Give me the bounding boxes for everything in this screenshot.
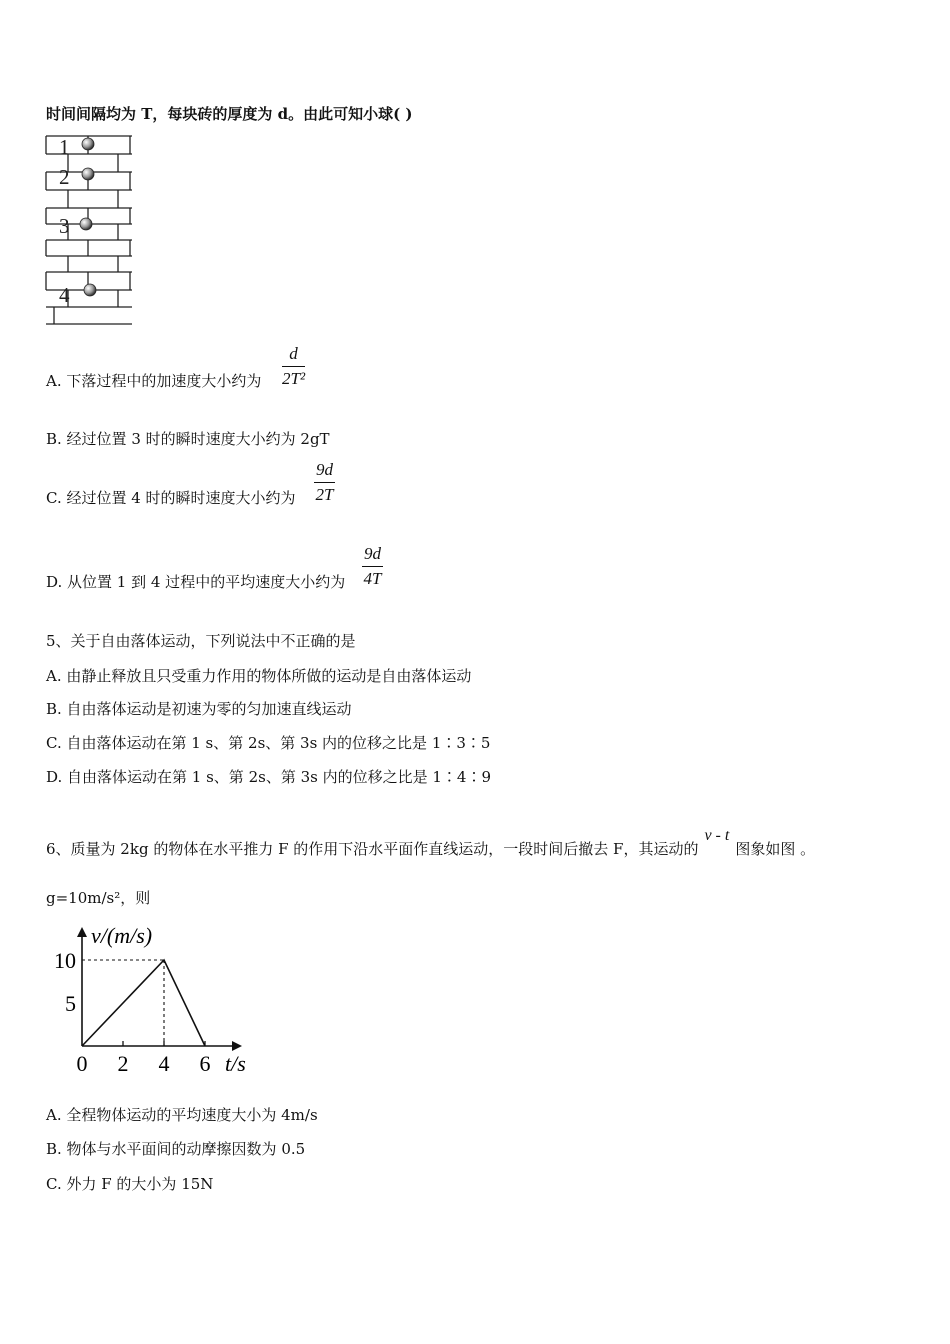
x-axis-label: t/s: [225, 1051, 246, 1076]
ball-3: [80, 218, 92, 230]
q6-stem-vt: v - t: [704, 827, 730, 844]
fraction-denominator: 4T: [363, 569, 382, 588]
ball-1: [82, 138, 94, 150]
q4-option-d: D. 从位置 1 到 4 过程中的平均速度大小约为: [46, 573, 346, 591]
q5-option-b: B. 自由落体运动是初速为零的匀加速直线运动: [46, 700, 352, 718]
q5-option-c: C. 自由落体运动在第 1 s、第 2s、第 3s 内的位移之比是 1∶3∶5: [46, 734, 491, 752]
ball-2: [82, 168, 94, 180]
q4-stem: 时间间隔均为 T，每块砖的厚度为 d。由此可知小球( ): [46, 105, 413, 123]
y-tick-label: 5: [65, 991, 76, 1016]
y-axis-label: v/(m/s): [91, 923, 153, 948]
x-tick-label: 0: [76, 1051, 88, 1076]
x-tick-label: 4: [158, 1051, 170, 1076]
q4-option-b: B. 经过位置 3 时的瞬时速度大小约为 2gT: [46, 430, 330, 448]
q6-stem-post: 图象如图 。: [735, 840, 816, 858]
fraction-numerator: 9d: [364, 544, 381, 563]
position-label-1: 1: [59, 135, 70, 159]
q6-option-b: B. 物体与水平面间的动摩擦因数为 0.5: [46, 1140, 306, 1158]
q4-option-c-fraction: [314, 460, 335, 505]
ball-4: [84, 284, 96, 296]
position-label-3: 3: [59, 214, 70, 238]
q4-option-d-fraction: [362, 544, 383, 589]
position-label-2: 2: [59, 165, 70, 189]
q5-option-a: A. 由静止释放且只受重力作用的物体所做的运动是自由落体运动: [46, 667, 472, 685]
brick-wall-figure: [44, 132, 136, 328]
vt-chart: [44, 920, 259, 1080]
q5-stem: 5、关于自由落体运动，下列说法中不正确的是: [46, 632, 356, 650]
velocity-series-line: [82, 960, 205, 1046]
x-tick-label: 2: [117, 1051, 129, 1076]
fraction-numerator: d: [289, 344, 298, 363]
q5-option-d: D. 自由落体运动在第 1 s、第 2s、第 3s 内的位移之比是 1∶4∶9: [46, 768, 491, 786]
x-axis-arrow: [232, 1041, 242, 1051]
q6-option-a: A. 全程物体运动的平均速度大小为 4m/s: [46, 1106, 318, 1124]
fraction-denominator: 2T²: [282, 369, 306, 388]
x-tick-label: 6: [199, 1051, 211, 1076]
q4-option-a: A. 下落过程中的加速度大小约为: [46, 372, 262, 390]
q4-option-c: C. 经过位置 4 时的瞬时速度大小约为: [46, 489, 296, 507]
y-axis-arrow: [77, 927, 87, 937]
position-label-4: 4: [59, 283, 70, 307]
q6-g-line: g=10m/s²，则: [46, 889, 151, 907]
q6-stem-pre: 6、质量为 2kg 的物体在水平推力 F 的作用下沿水平面作直线运动，一段时间后撤去 F，其运动的: [46, 840, 699, 858]
q4-option-a-fraction: [282, 344, 305, 389]
fraction-denominator: 2T: [315, 485, 334, 504]
y-tick-label: 10: [54, 948, 76, 973]
fraction-numerator: 9d: [316, 460, 333, 479]
q6-option-c: C. 外力 F 的大小为 15N: [46, 1175, 214, 1193]
q6-stem: [46, 827, 816, 859]
